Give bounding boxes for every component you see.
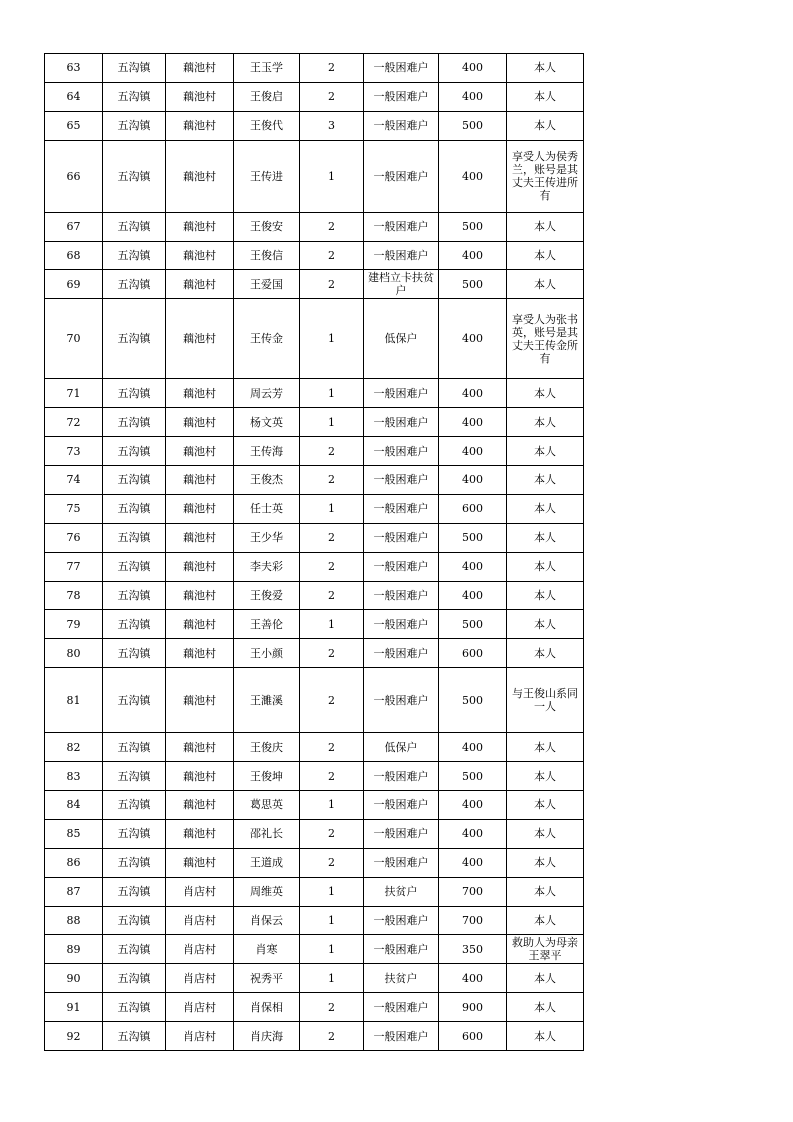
table-row bbox=[45, 270, 584, 299]
household-size-cell: 2 bbox=[300, 1022, 364, 1051]
household-size-cell: 2 bbox=[300, 437, 364, 466]
amount-cell: 400 bbox=[439, 552, 507, 581]
name-cell: 肖庆海 bbox=[234, 1022, 300, 1051]
row-index: 78 bbox=[45, 581, 103, 610]
amount-cell: 400 bbox=[439, 241, 507, 270]
note-cell: 享受人为张书英，账号是其丈夫王传金所有 bbox=[507, 299, 584, 379]
town-cell: 五沟镇 bbox=[103, 241, 166, 270]
town-cell: 五沟镇 bbox=[103, 379, 166, 408]
village-cell: 藕池村 bbox=[166, 848, 234, 877]
row-index: 84 bbox=[45, 791, 103, 820]
amount-cell: 500 bbox=[439, 270, 507, 299]
village-cell: 肖店村 bbox=[166, 1022, 234, 1051]
note-cell: 本人 bbox=[507, 791, 584, 820]
village-cell: 藕池村 bbox=[166, 523, 234, 552]
table-row bbox=[45, 733, 584, 762]
household-size-cell: 2 bbox=[300, 581, 364, 610]
row-index: 70 bbox=[45, 299, 103, 379]
town-cell: 五沟镇 bbox=[103, 964, 166, 993]
household-type-cell: 一般困难户 bbox=[364, 639, 439, 668]
row-index: 86 bbox=[45, 848, 103, 877]
household-size-cell: 2 bbox=[300, 82, 364, 111]
village-cell: 藕池村 bbox=[166, 581, 234, 610]
town-cell: 五沟镇 bbox=[103, 906, 166, 935]
amount-cell: 400 bbox=[439, 466, 507, 495]
town-cell: 五沟镇 bbox=[103, 111, 166, 140]
row-index: 92 bbox=[45, 1022, 103, 1051]
name-cell: 肖保相 bbox=[234, 993, 300, 1022]
note-cell: 本人 bbox=[507, 639, 584, 668]
amount-cell: 400 bbox=[439, 581, 507, 610]
town-cell: 五沟镇 bbox=[103, 523, 166, 552]
household-size-cell: 2 bbox=[300, 270, 364, 299]
table-row bbox=[45, 437, 584, 466]
household-size-cell: 2 bbox=[300, 241, 364, 270]
village-cell: 藕池村 bbox=[166, 466, 234, 495]
table-row bbox=[45, 299, 584, 379]
household-type-cell: 一般困难户 bbox=[364, 408, 439, 437]
household-type-cell: 一般困难户 bbox=[364, 935, 439, 964]
name-cell: 王善伦 bbox=[234, 610, 300, 639]
table-row bbox=[45, 1022, 584, 1051]
name-cell: 王俊安 bbox=[234, 212, 300, 241]
amount-cell: 400 bbox=[439, 848, 507, 877]
village-cell: 肖店村 bbox=[166, 964, 234, 993]
village-cell: 藕池村 bbox=[166, 437, 234, 466]
note-cell: 本人 bbox=[507, 762, 584, 791]
village-cell: 藕池村 bbox=[166, 733, 234, 762]
town-cell: 五沟镇 bbox=[103, 733, 166, 762]
household-size-cell: 2 bbox=[300, 523, 364, 552]
row-index: 77 bbox=[45, 552, 103, 581]
name-cell: 肖保云 bbox=[234, 906, 300, 935]
household-type-cell: 一般困难户 bbox=[364, 668, 439, 733]
note-cell: 本人 bbox=[507, 552, 584, 581]
household-size-cell: 2 bbox=[300, 668, 364, 733]
village-cell: 藕池村 bbox=[166, 819, 234, 848]
village-cell: 藕池村 bbox=[166, 762, 234, 791]
household-size-cell: 2 bbox=[300, 552, 364, 581]
household-type-cell: 一般困难户 bbox=[364, 993, 439, 1022]
row-index: 65 bbox=[45, 111, 103, 140]
amount-cell: 700 bbox=[439, 906, 507, 935]
village-cell: 藕池村 bbox=[166, 791, 234, 820]
amount-cell: 500 bbox=[439, 668, 507, 733]
name-cell: 王道成 bbox=[234, 848, 300, 877]
town-cell: 五沟镇 bbox=[103, 819, 166, 848]
table-row bbox=[45, 935, 584, 964]
name-cell: 王小颜 bbox=[234, 639, 300, 668]
village-cell: 藕池村 bbox=[166, 552, 234, 581]
note-cell: 本人 bbox=[507, 581, 584, 610]
table-row bbox=[45, 523, 584, 552]
name-cell: 王玉学 bbox=[234, 54, 300, 83]
note-cell: 本人 bbox=[507, 466, 584, 495]
household-type-cell: 一般困难户 bbox=[364, 848, 439, 877]
town-cell: 五沟镇 bbox=[103, 299, 166, 379]
row-index: 90 bbox=[45, 964, 103, 993]
village-cell: 肖店村 bbox=[166, 877, 234, 906]
name-cell: 王传海 bbox=[234, 437, 300, 466]
village-cell: 藕池村 bbox=[166, 379, 234, 408]
amount-cell: 400 bbox=[439, 437, 507, 466]
note-cell: 本人 bbox=[507, 270, 584, 299]
town-cell: 五沟镇 bbox=[103, 270, 166, 299]
row-index: 76 bbox=[45, 523, 103, 552]
amount-cell: 400 bbox=[439, 964, 507, 993]
amount-cell: 500 bbox=[439, 762, 507, 791]
name-cell: 祝秀平 bbox=[234, 964, 300, 993]
row-index: 67 bbox=[45, 212, 103, 241]
village-cell: 藕池村 bbox=[166, 241, 234, 270]
name-cell: 杨文英 bbox=[234, 408, 300, 437]
note-cell: 本人 bbox=[507, 408, 584, 437]
amount-cell: 500 bbox=[439, 212, 507, 241]
household-type-cell: 建档立卡扶贫户 bbox=[364, 270, 439, 299]
row-index: 63 bbox=[45, 54, 103, 83]
household-size-cell: 2 bbox=[300, 993, 364, 1022]
village-cell: 藕池村 bbox=[166, 270, 234, 299]
household-size-cell: 3 bbox=[300, 111, 364, 140]
amount-cell: 500 bbox=[439, 523, 507, 552]
town-cell: 五沟镇 bbox=[103, 639, 166, 668]
amount-cell: 400 bbox=[439, 733, 507, 762]
name-cell: 王俊信 bbox=[234, 241, 300, 270]
household-type-cell: 一般困难户 bbox=[364, 762, 439, 791]
table-row bbox=[45, 212, 584, 241]
town-cell: 五沟镇 bbox=[103, 408, 166, 437]
note-cell: 本人 bbox=[507, 494, 584, 523]
amount-cell: 400 bbox=[439, 140, 507, 212]
name-cell: 王少华 bbox=[234, 523, 300, 552]
amount-cell: 900 bbox=[439, 993, 507, 1022]
village-cell: 藕池村 bbox=[166, 140, 234, 212]
town-cell: 五沟镇 bbox=[103, 848, 166, 877]
roster-body bbox=[45, 54, 584, 1051]
household-type-cell: 一般困难户 bbox=[364, 54, 439, 83]
household-type-cell: 一般困难户 bbox=[364, 523, 439, 552]
village-cell: 藕池村 bbox=[166, 639, 234, 668]
name-cell: 王俊庆 bbox=[234, 733, 300, 762]
amount-cell: 400 bbox=[439, 82, 507, 111]
amount-cell: 600 bbox=[439, 639, 507, 668]
table-row bbox=[45, 906, 584, 935]
row-index: 80 bbox=[45, 639, 103, 668]
amount-cell: 400 bbox=[439, 379, 507, 408]
name-cell: 周维英 bbox=[234, 877, 300, 906]
name-cell: 葛思英 bbox=[234, 791, 300, 820]
note-cell: 本人 bbox=[507, 993, 584, 1022]
household-type-cell: 一般困难户 bbox=[364, 466, 439, 495]
note-cell: 本人 bbox=[507, 848, 584, 877]
household-size-cell: 1 bbox=[300, 494, 364, 523]
note-cell: 享受人为侯秀兰，账号是其丈夫王传进所有 bbox=[507, 140, 584, 212]
household-size-cell: 1 bbox=[300, 379, 364, 408]
table-row bbox=[45, 791, 584, 820]
amount-cell: 400 bbox=[439, 408, 507, 437]
note-cell: 本人 bbox=[507, 906, 584, 935]
household-type-cell: 一般困难户 bbox=[364, 212, 439, 241]
note-cell: 本人 bbox=[507, 82, 584, 111]
town-cell: 五沟镇 bbox=[103, 140, 166, 212]
household-size-cell: 1 bbox=[300, 935, 364, 964]
name-cell: 王俊坤 bbox=[234, 762, 300, 791]
table-row bbox=[45, 379, 584, 408]
note-cell: 本人 bbox=[507, 819, 584, 848]
village-cell: 藕池村 bbox=[166, 494, 234, 523]
town-cell: 五沟镇 bbox=[103, 877, 166, 906]
note-cell: 本人 bbox=[507, 437, 584, 466]
note-cell: 本人 bbox=[507, 523, 584, 552]
row-index: 66 bbox=[45, 140, 103, 212]
household-type-cell: 一般困难户 bbox=[364, 241, 439, 270]
household-type-cell: 一般困难户 bbox=[364, 819, 439, 848]
town-cell: 五沟镇 bbox=[103, 552, 166, 581]
household-type-cell: 一般困难户 bbox=[364, 906, 439, 935]
table-row bbox=[45, 848, 584, 877]
note-cell: 本人 bbox=[507, 1022, 584, 1051]
table-row bbox=[45, 819, 584, 848]
household-type-cell: 一般困难户 bbox=[364, 610, 439, 639]
village-cell: 藕池村 bbox=[166, 212, 234, 241]
amount-cell: 500 bbox=[439, 111, 507, 140]
name-cell: 王俊启 bbox=[234, 82, 300, 111]
amount-cell: 600 bbox=[439, 1022, 507, 1051]
table-row bbox=[45, 762, 584, 791]
town-cell: 五沟镇 bbox=[103, 466, 166, 495]
town-cell: 五沟镇 bbox=[103, 668, 166, 733]
name-cell: 王濉溪 bbox=[234, 668, 300, 733]
table-row bbox=[45, 494, 584, 523]
note-cell: 本人 bbox=[507, 379, 584, 408]
village-cell: 藕池村 bbox=[166, 82, 234, 111]
table-row bbox=[45, 82, 584, 111]
household-size-cell: 2 bbox=[300, 54, 364, 83]
household-type-cell: 一般困难户 bbox=[364, 552, 439, 581]
note-cell: 本人 bbox=[507, 877, 584, 906]
table-row bbox=[45, 408, 584, 437]
row-index: 87 bbox=[45, 877, 103, 906]
village-cell: 肖店村 bbox=[166, 935, 234, 964]
household-size-cell: 1 bbox=[300, 791, 364, 820]
row-index: 75 bbox=[45, 494, 103, 523]
household-type-cell: 扶贫户 bbox=[364, 964, 439, 993]
household-type-cell: 一般困难户 bbox=[364, 140, 439, 212]
table-row bbox=[45, 140, 584, 212]
row-index: 82 bbox=[45, 733, 103, 762]
village-cell: 肖店村 bbox=[166, 993, 234, 1022]
row-index: 73 bbox=[45, 437, 103, 466]
name-cell: 任士英 bbox=[234, 494, 300, 523]
note-cell: 本人 bbox=[507, 733, 584, 762]
town-cell: 五沟镇 bbox=[103, 581, 166, 610]
row-index: 72 bbox=[45, 408, 103, 437]
row-index: 68 bbox=[45, 241, 103, 270]
amount-cell: 400 bbox=[439, 54, 507, 83]
name-cell: 王传进 bbox=[234, 140, 300, 212]
household-size-cell: 1 bbox=[300, 610, 364, 639]
amount-cell: 500 bbox=[439, 610, 507, 639]
amount-cell: 700 bbox=[439, 877, 507, 906]
row-index: 79 bbox=[45, 610, 103, 639]
row-index: 81 bbox=[45, 668, 103, 733]
household-size-cell: 1 bbox=[300, 877, 364, 906]
note-cell: 救助人为母亲王翠平 bbox=[507, 935, 584, 964]
table-row bbox=[45, 993, 584, 1022]
note-cell: 本人 bbox=[507, 964, 584, 993]
name-cell: 肖寒 bbox=[234, 935, 300, 964]
village-cell: 藕池村 bbox=[166, 54, 234, 83]
household-type-cell: 一般困难户 bbox=[364, 581, 439, 610]
amount-cell: 400 bbox=[439, 819, 507, 848]
town-cell: 五沟镇 bbox=[103, 1022, 166, 1051]
village-cell: 藕池村 bbox=[166, 299, 234, 379]
table-row bbox=[45, 964, 584, 993]
name-cell: 周云芳 bbox=[234, 379, 300, 408]
household-type-cell: 一般困难户 bbox=[364, 437, 439, 466]
household-size-cell: 2 bbox=[300, 762, 364, 791]
table-row bbox=[45, 111, 584, 140]
household-type-cell: 扶贫户 bbox=[364, 877, 439, 906]
town-cell: 五沟镇 bbox=[103, 762, 166, 791]
household-type-cell: 一般困难户 bbox=[364, 1022, 439, 1051]
household-size-cell: 2 bbox=[300, 212, 364, 241]
amount-cell: 400 bbox=[439, 791, 507, 820]
note-cell: 本人 bbox=[507, 241, 584, 270]
name-cell: 王俊爱 bbox=[234, 581, 300, 610]
row-index: 85 bbox=[45, 819, 103, 848]
row-index: 74 bbox=[45, 466, 103, 495]
town-cell: 五沟镇 bbox=[103, 437, 166, 466]
table-row bbox=[45, 610, 584, 639]
household-size-cell: 2 bbox=[300, 639, 364, 668]
town-cell: 五沟镇 bbox=[103, 54, 166, 83]
village-cell: 藕池村 bbox=[166, 668, 234, 733]
household-type-cell: 低保户 bbox=[364, 299, 439, 379]
table-row bbox=[45, 877, 584, 906]
village-cell: 藕池村 bbox=[166, 408, 234, 437]
name-cell: 王传金 bbox=[234, 299, 300, 379]
household-type-cell: 一般困难户 bbox=[364, 791, 439, 820]
table-row bbox=[45, 639, 584, 668]
village-cell: 藕池村 bbox=[166, 610, 234, 639]
table-row bbox=[45, 54, 584, 83]
table-row bbox=[45, 241, 584, 270]
household-type-cell: 一般困难户 bbox=[364, 494, 439, 523]
name-cell: 邵礼长 bbox=[234, 819, 300, 848]
row-index: 89 bbox=[45, 935, 103, 964]
row-index: 88 bbox=[45, 906, 103, 935]
household-size-cell: 1 bbox=[300, 299, 364, 379]
village-cell: 藕池村 bbox=[166, 111, 234, 140]
name-cell: 王俊代 bbox=[234, 111, 300, 140]
table-row bbox=[45, 466, 584, 495]
household-type-cell: 一般困难户 bbox=[364, 111, 439, 140]
household-type-cell: 一般困难户 bbox=[364, 82, 439, 111]
household-size-cell: 1 bbox=[300, 140, 364, 212]
note-cell: 本人 bbox=[507, 610, 584, 639]
row-index: 83 bbox=[45, 762, 103, 791]
household-size-cell: 2 bbox=[300, 848, 364, 877]
town-cell: 五沟镇 bbox=[103, 212, 166, 241]
amount-cell: 350 bbox=[439, 935, 507, 964]
table-row bbox=[45, 552, 584, 581]
table-row bbox=[45, 668, 584, 733]
household-size-cell: 1 bbox=[300, 906, 364, 935]
row-index: 91 bbox=[45, 993, 103, 1022]
note-cell: 本人 bbox=[507, 212, 584, 241]
village-cell: 肖店村 bbox=[166, 906, 234, 935]
row-index: 71 bbox=[45, 379, 103, 408]
household-type-cell: 一般困难户 bbox=[364, 379, 439, 408]
household-size-cell: 2 bbox=[300, 733, 364, 762]
household-size-cell: 2 bbox=[300, 819, 364, 848]
note-cell: 与王俊山系同一人 bbox=[507, 668, 584, 733]
name-cell: 王俊杰 bbox=[234, 466, 300, 495]
amount-cell: 600 bbox=[439, 494, 507, 523]
household-size-cell: 1 bbox=[300, 964, 364, 993]
town-cell: 五沟镇 bbox=[103, 610, 166, 639]
town-cell: 五沟镇 bbox=[103, 791, 166, 820]
relief-roster-table bbox=[44, 53, 584, 1051]
household-size-cell: 2 bbox=[300, 466, 364, 495]
note-cell: 本人 bbox=[507, 111, 584, 140]
name-cell: 王爱国 bbox=[234, 270, 300, 299]
town-cell: 五沟镇 bbox=[103, 82, 166, 111]
town-cell: 五沟镇 bbox=[103, 993, 166, 1022]
table-row bbox=[45, 581, 584, 610]
name-cell: 李夫彩 bbox=[234, 552, 300, 581]
town-cell: 五沟镇 bbox=[103, 494, 166, 523]
household-type-cell: 低保户 bbox=[364, 733, 439, 762]
amount-cell: 400 bbox=[439, 299, 507, 379]
row-index: 69 bbox=[45, 270, 103, 299]
row-index: 64 bbox=[45, 82, 103, 111]
town-cell: 五沟镇 bbox=[103, 935, 166, 964]
household-size-cell: 1 bbox=[300, 408, 364, 437]
note-cell: 本人 bbox=[507, 54, 584, 83]
